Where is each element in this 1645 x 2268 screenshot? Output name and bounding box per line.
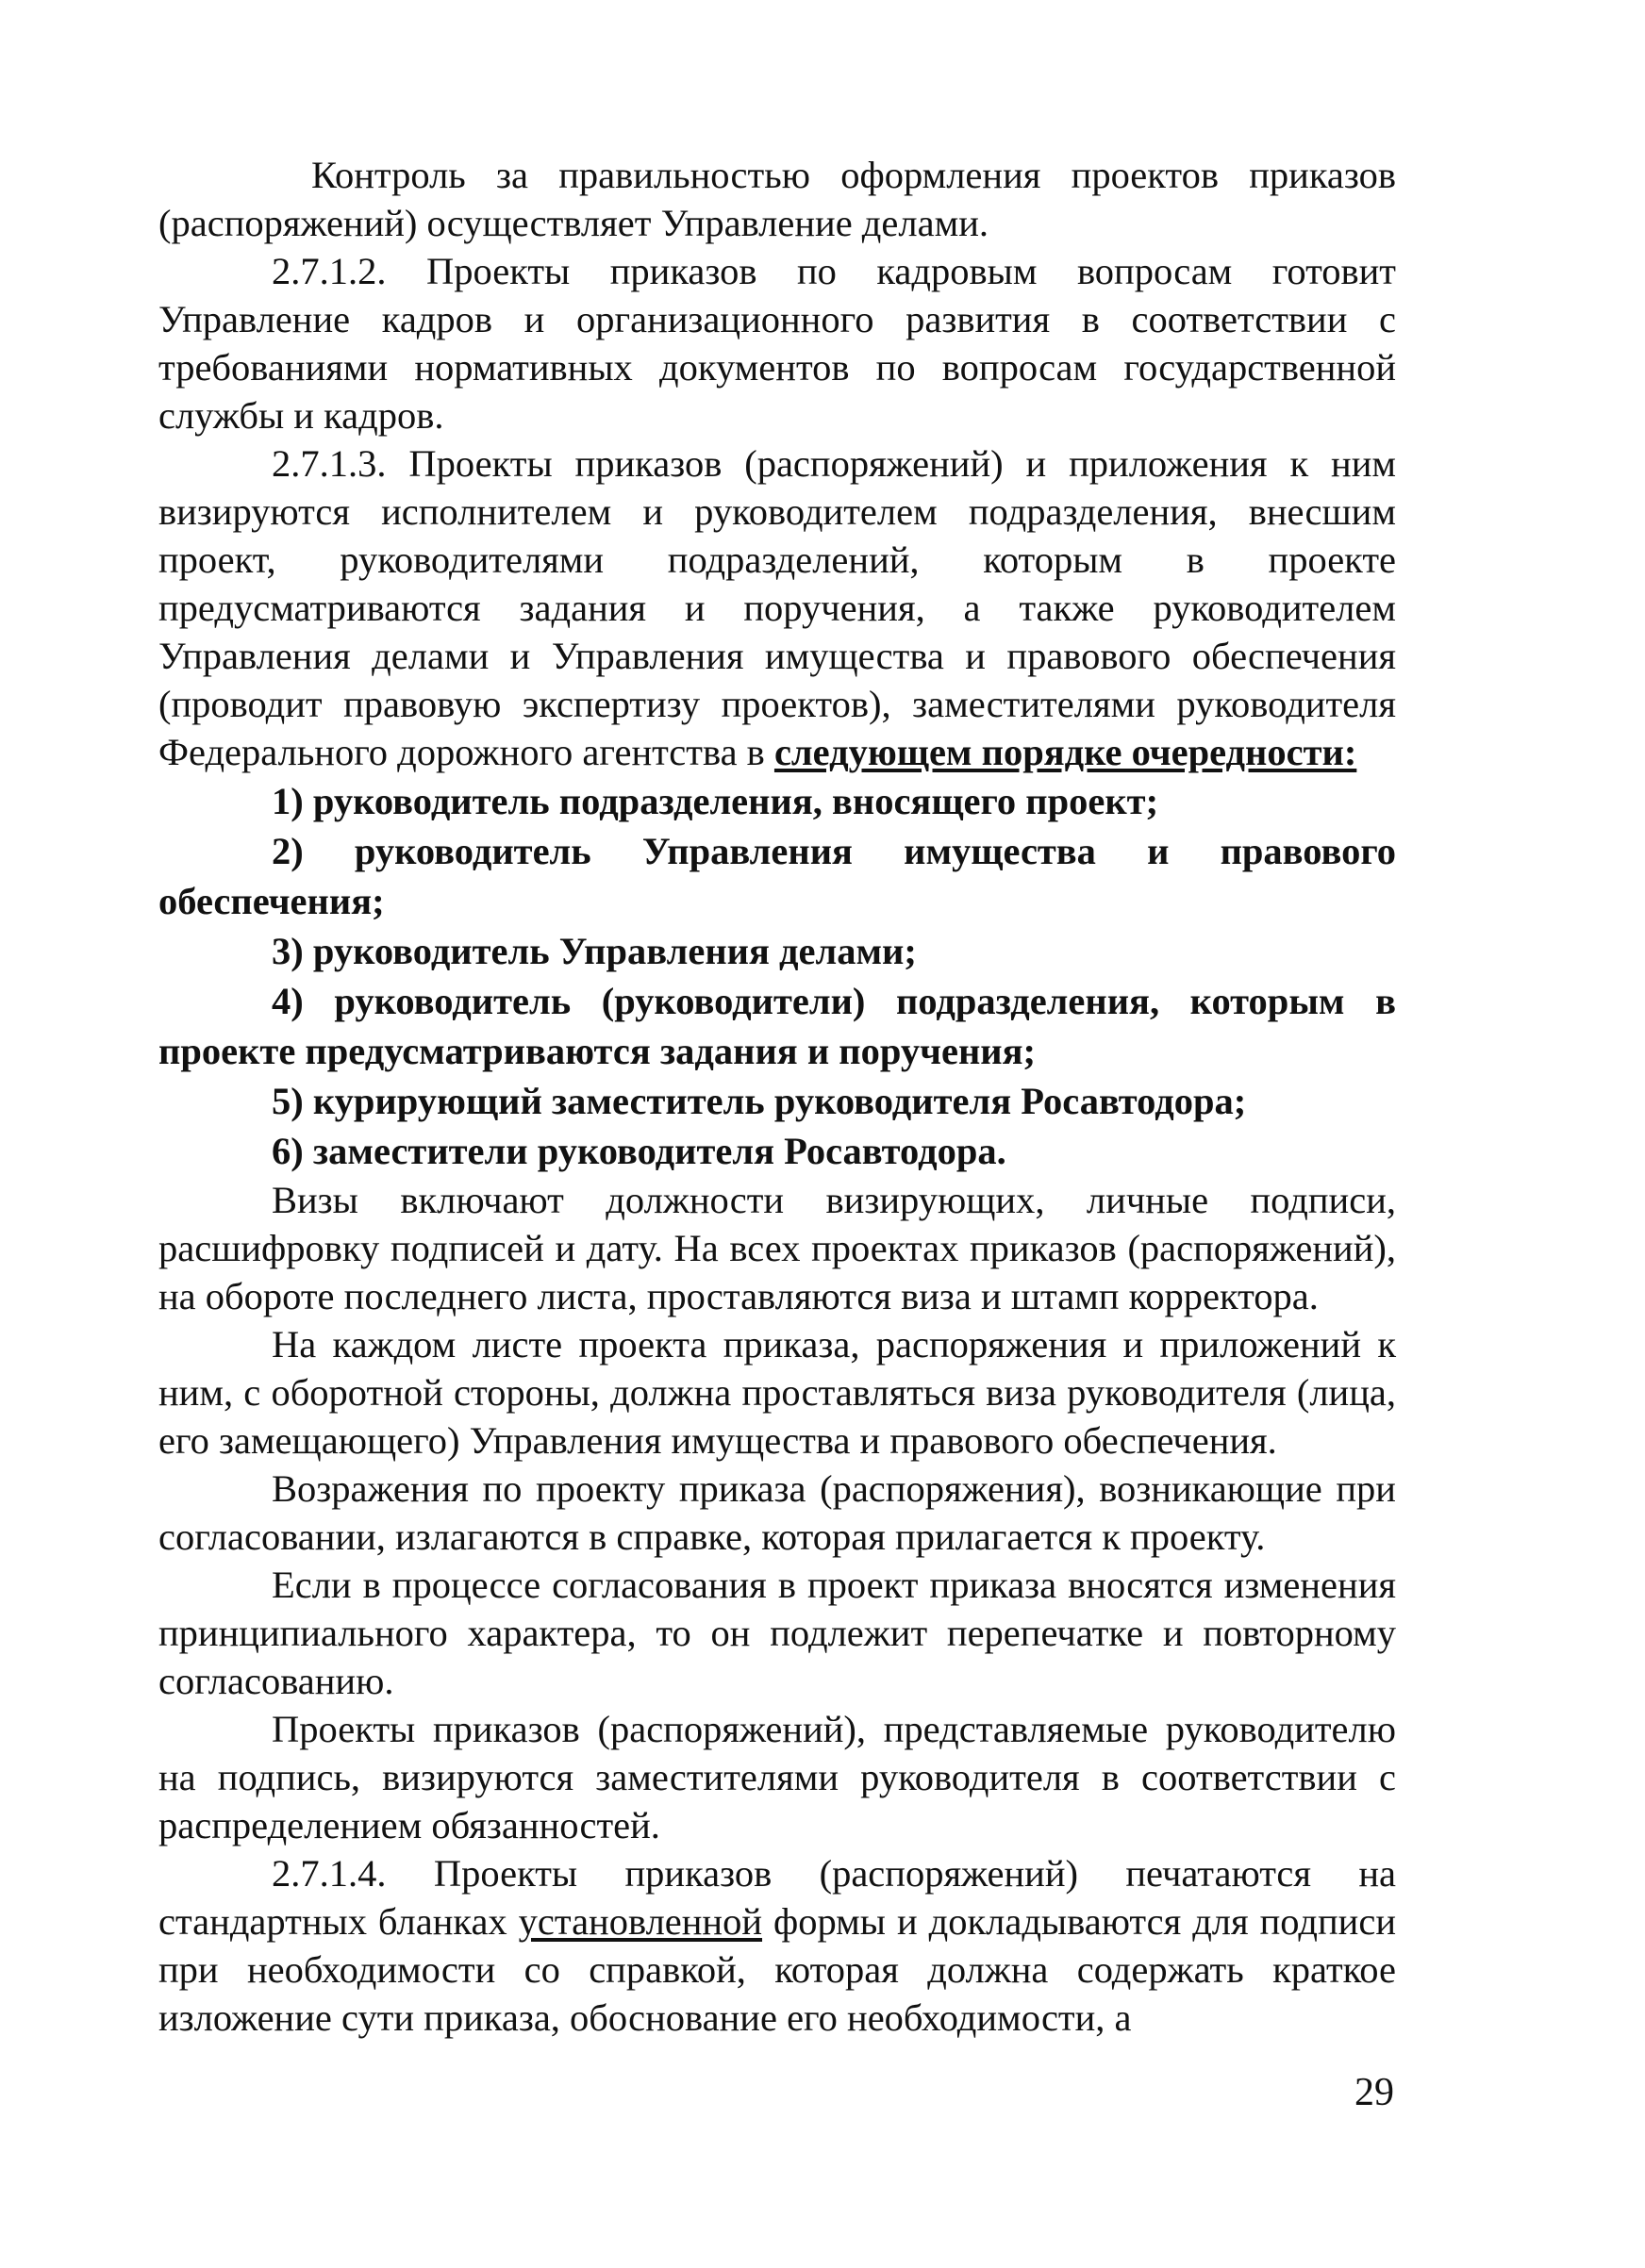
list-item: 6) заместители руководителя Росавтодора. [272,1130,1006,1172]
paragraph-2-7-1-4-end: формы и докладываются для подписи при необходимости со справкой, которая должна содержать краткое изложение сути приказа, обоснование его необходимости, а [158,1900,1396,2039]
paragraph-objections: Возражения по проекту приказа (распоряжения), возникающие при согласовании, излагаются в справке, которая прилагается к проекту. [158,1467,1396,1558]
paragraph-2-7-1-4 [158,1849,1396,2042]
paragraph-2-7-1-2: 2.7.1.2. Проекты приказов по кадровым вопросам готовит Управление кадров и организационного развития в соответствии с требованиями нормативных документов по вопросам государственной службы и кадров. [158,250,1396,437]
list-item: 5) курирующий заместитель руководителя Росавтодора; [272,1080,1247,1122]
approval-order-list [158,776,1396,1176]
paragraph-2-7-1-3-text: 2.7.1.3. Проекты приказов (распоряжений) и приложения к ним визируются исполнителем и руководителем подразделения, внесшим проект, руководителями подразделений, которым в проекте предусматриваются задания и поручения, а также руководителем Управления делами и Управления имущества и правового обеспечения (проводит правовую экспертизу проектов), заместителями руководителя Федерального дорожного агентства в [158,442,1396,773]
paragraph-control: Контроль за правильностью оформления проектов приказов (распоряжений) осуществляет Управление делами. [158,154,1396,244]
paragraph-visas: Визы включают должности визирующих, личные подписи, расшифровку подписей и дату. На всех проектах приказов (распоряжений), на обороте последнего листа, проставляются виза и штамп корректора. [158,1179,1396,1317]
list-item: 1) руководитель подразделения, вносящего проект; [272,780,1159,822]
document-page [158,151,1396,2042]
list-item: 2) руководитель Управления имущества и правового обеспечения; [158,830,1396,922]
paragraph-2-7-1-4-start: 2.7.1.4. Проекты приказов (распоряжений) печатаются на стандартных бланках [158,1852,1396,1943]
list-item: 4) руководитель (руководители) подразделения, которым в проекте предусматриваются задания и поручения; [158,980,1396,1072]
paragraph-each-sheet: На каждом листе проекта приказа, распоряжения и приложений к ним, с оборотной стороны, должна проставляться виза руководителя (лица, его замещающего) Управления имущества и правового обеспечения. [158,1323,1396,1462]
order-heading-underlined: следующем порядке очередности: [773,731,1357,773]
paragraph-2-7-1-3 [158,439,1396,776]
underlined-word: установленной [518,1900,763,1943]
list-item: 3) руководитель Управления делами; [272,930,917,972]
paragraph-signature: Проекты приказов (распоряжений), представляемые руководителю на подпись, визируются заместителями руководителя в соответствии с распределением обязанностей. [158,1708,1396,1846]
page-number: 29 [1354,2071,1394,2114]
paragraph-changes: Если в процессе согласования в проект приказа вносятся изменения принципиального характера, то он подлежит перепечатке и повторному согласованию. [158,1564,1396,1702]
